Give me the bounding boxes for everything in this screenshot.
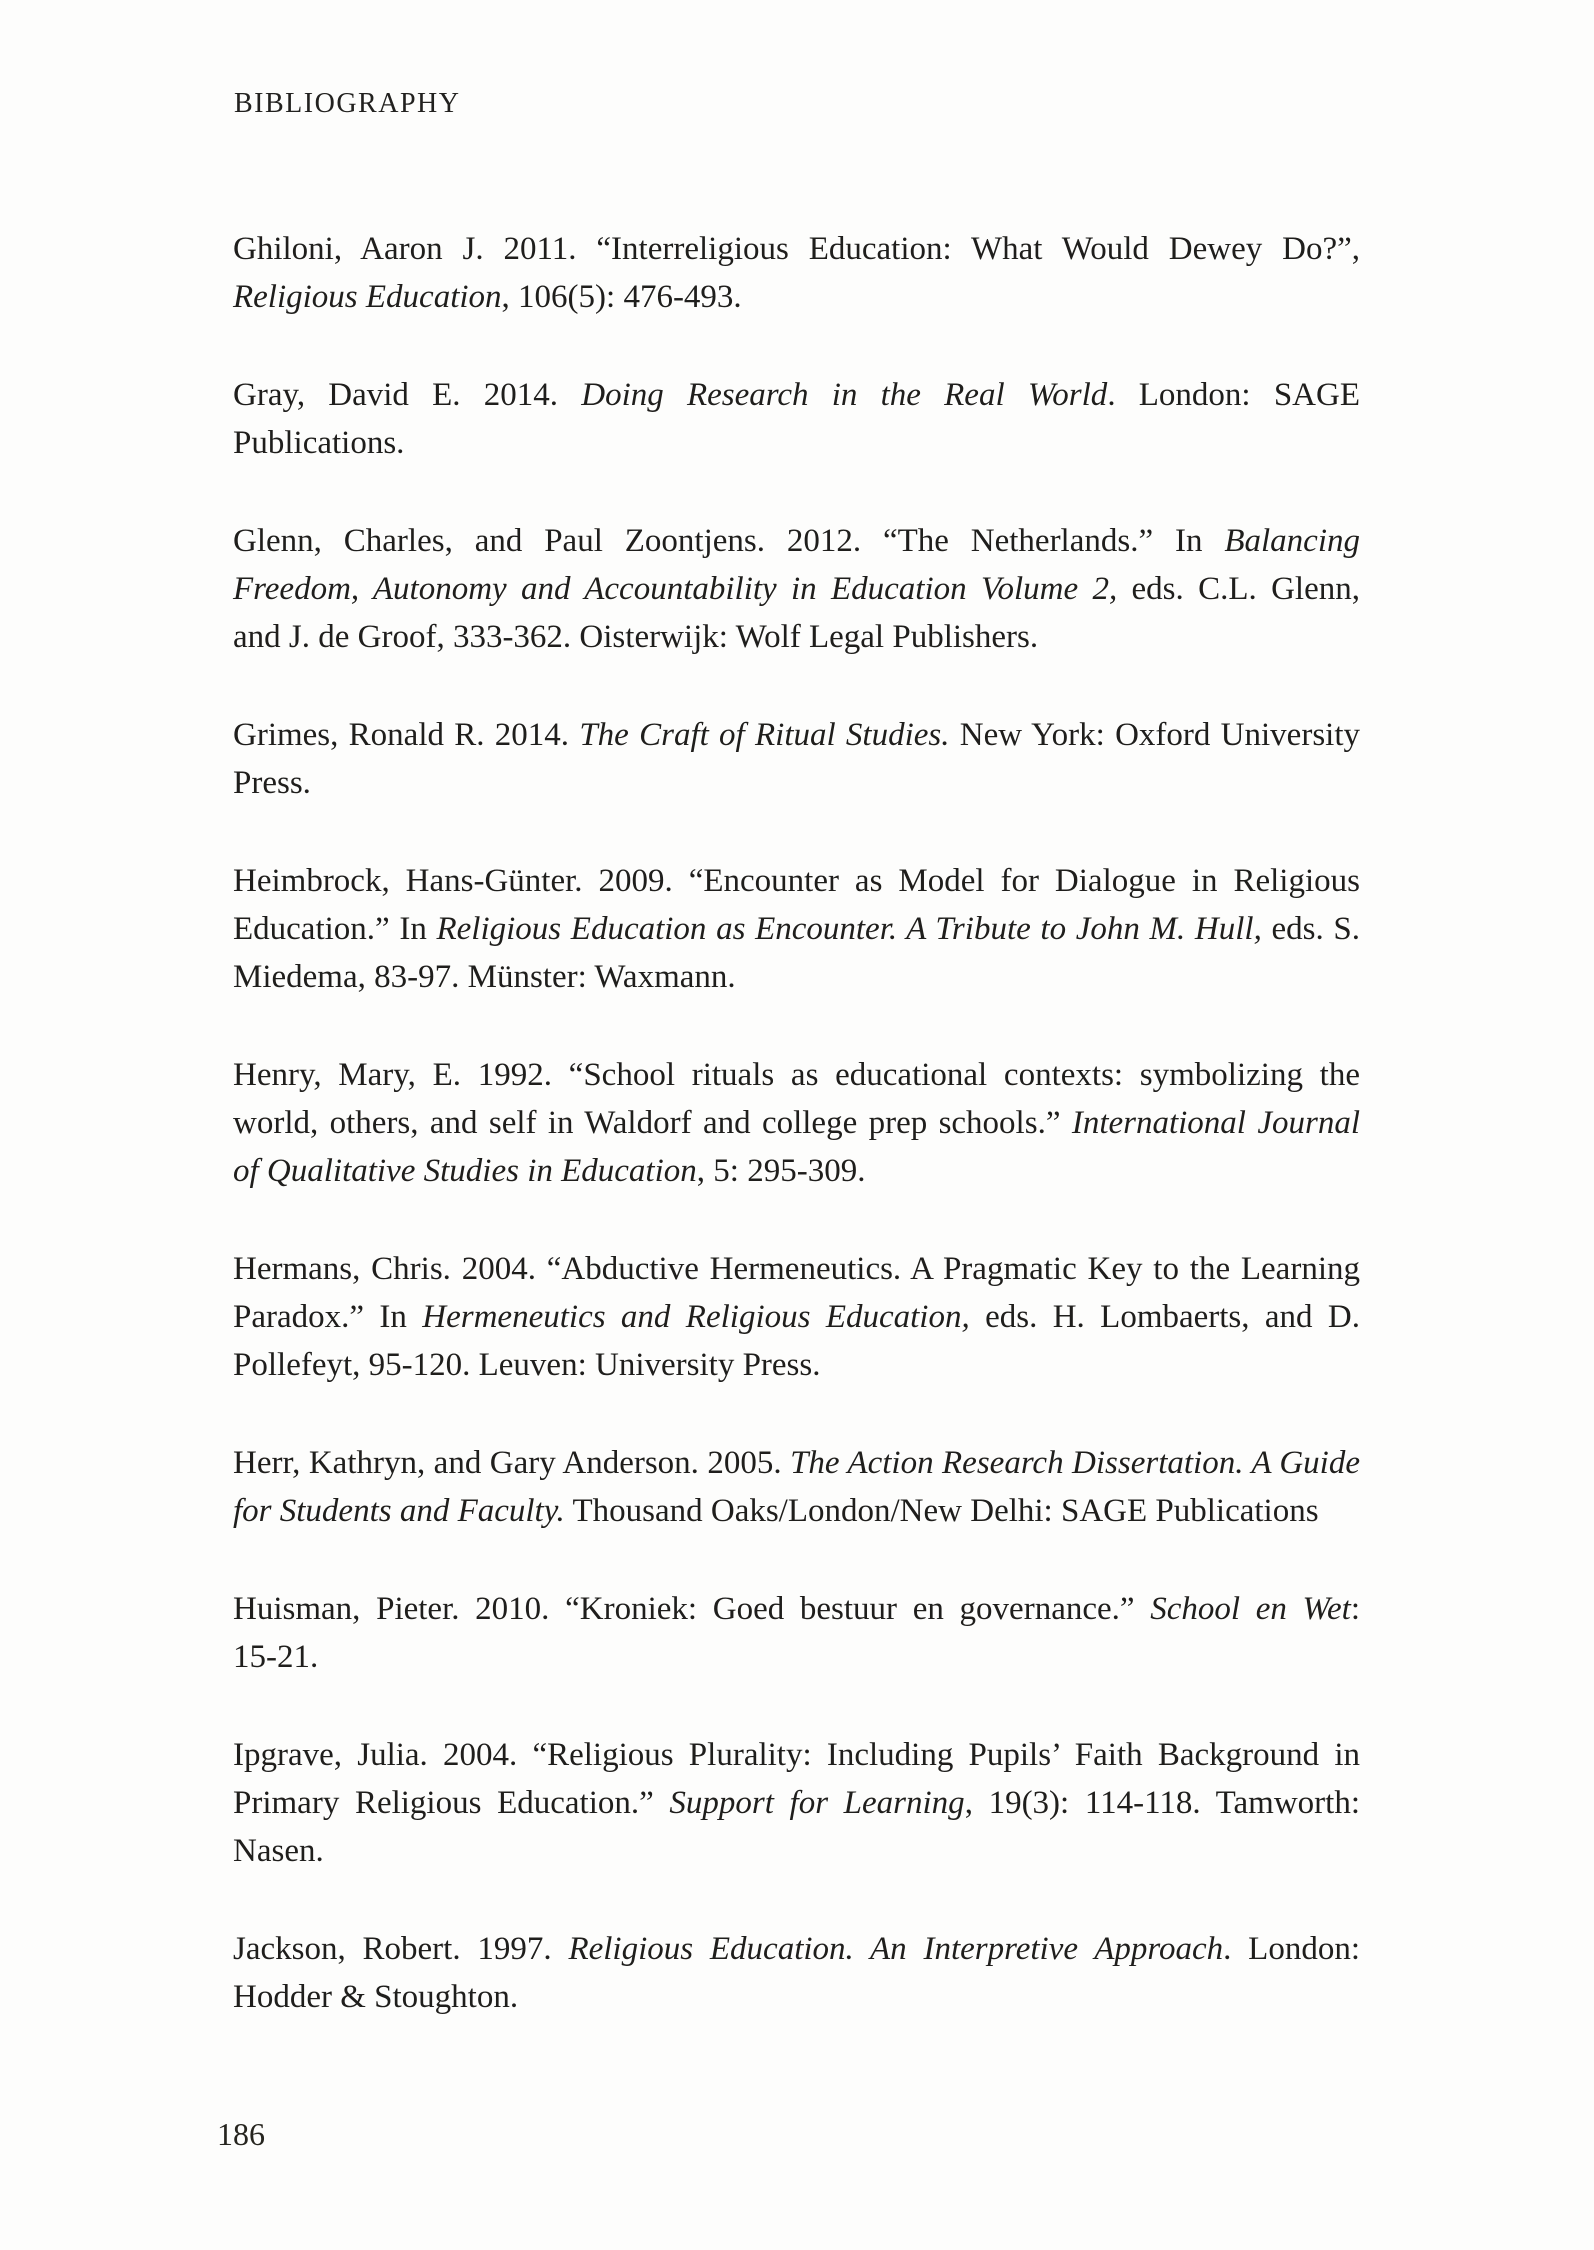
entry-line bbox=[233, 1341, 1360, 1389]
entry-line bbox=[233, 1147, 1360, 1195]
bibliography-entry bbox=[233, 1245, 1360, 1389]
text-segment: Gray, David E. 2014. bbox=[233, 377, 582, 413]
entry-line bbox=[233, 1731, 1360, 1779]
italic-text-segment: Religious Education as Encounter. A Tribute to John M. Hull, bbox=[436, 911, 1262, 947]
bibliography-entry bbox=[233, 225, 1360, 321]
text-segment: eds. S. bbox=[1261, 911, 1360, 947]
bibliography-entry bbox=[233, 1439, 1360, 1535]
text-segment: New York: Oxford University bbox=[949, 717, 1360, 753]
bibliography-entry bbox=[233, 711, 1360, 807]
text-segment: , 5: 295-309. bbox=[696, 1153, 866, 1189]
entry-line bbox=[233, 1293, 1360, 1341]
entry-line bbox=[233, 1439, 1360, 1487]
text-segment: . London: bbox=[1223, 1931, 1360, 1967]
text-segment: , 19(3): 114-118. Tamworth: bbox=[964, 1785, 1360, 1821]
entry-line bbox=[233, 1633, 1360, 1681]
italic-text-segment: for Students and Faculty. bbox=[233, 1493, 565, 1529]
italic-text-segment: Hermeneutics and Religious Education, bbox=[422, 1299, 970, 1335]
entry-line bbox=[233, 857, 1360, 905]
text-segment: Nasen. bbox=[233, 1833, 324, 1869]
text-segment: eds. H. Lombaerts, and D. bbox=[969, 1299, 1360, 1335]
entry-line bbox=[233, 1585, 1360, 1633]
entry-line bbox=[233, 711, 1360, 759]
italic-text-segment: Religious Education. An Interpretive Approach bbox=[568, 1931, 1224, 1967]
text-segment: Herr, Kathryn, and Gary Anderson. 2005. bbox=[233, 1445, 791, 1481]
italic-text-segment: International Journal bbox=[1071, 1105, 1360, 1141]
bibliography-entries bbox=[233, 225, 1360, 2071]
text-segment: Primary Religious Education.” bbox=[233, 1785, 670, 1821]
italic-text-segment: Support for Learning bbox=[669, 1785, 965, 1821]
bibliography-entry bbox=[233, 1731, 1360, 1875]
text-segment: 15-21. bbox=[233, 1639, 319, 1675]
italic-text-segment: School en Wet bbox=[1150, 1591, 1351, 1627]
entry-line bbox=[233, 759, 1360, 807]
entry-line bbox=[233, 1099, 1360, 1147]
text-segment: world, others, and self in Waldorf and college prep schools.” bbox=[233, 1105, 1072, 1141]
text-segment: Miedema, 83-97. Münster: Waxmann. bbox=[233, 959, 736, 995]
entry-line bbox=[233, 1827, 1360, 1875]
bibliography-entry bbox=[233, 857, 1360, 1001]
bibliography-entry bbox=[233, 1051, 1360, 1195]
page-number: 186 bbox=[217, 2116, 265, 2152]
italic-text-segment: Freedom, Autonomy and Accountability in Education Volume 2, bbox=[233, 571, 1118, 607]
text-segment: Ipgrave, Julia. 2004. “Religious Plurality: Including Pupils’ Faith Background in bbox=[233, 1737, 1360, 1773]
entry-line bbox=[233, 1487, 1360, 1535]
bibliography-entry bbox=[233, 517, 1360, 661]
italic-text-segment: The Action Research Dissertation. A Guide bbox=[790, 1445, 1360, 1481]
text-segment: and J. de Groof, 333-362. Oisterwijk: Wolf Legal Publishers. bbox=[233, 619, 1039, 655]
entry-line bbox=[233, 225, 1360, 273]
entry-line bbox=[233, 1973, 1360, 2021]
bibliography-entry bbox=[233, 371, 1360, 467]
italic-text-segment: The Craft of Ritual Studies. bbox=[579, 717, 950, 753]
text-segment: Paradox.” In bbox=[233, 1299, 423, 1335]
entry-line bbox=[233, 371, 1360, 467]
entry-line bbox=[233, 517, 1360, 565]
entry-line bbox=[233, 273, 1360, 321]
entry-line bbox=[233, 905, 1360, 953]
text-segment: eds. C.L. Glenn, bbox=[1117, 571, 1360, 607]
running-head: BIBLIOGRAPHY bbox=[234, 88, 461, 119]
text-segment: Hodder & Stoughton. bbox=[233, 1979, 519, 2015]
text-segment: Glenn, Charles, and Paul Zoontjens. 2012. “The Netherlands.” In bbox=[233, 523, 1225, 559]
text-segment: Press. bbox=[233, 765, 311, 801]
text-segment: . London: SAGE Publications. bbox=[233, 377, 1360, 461]
entry-line bbox=[233, 1051, 1360, 1099]
italic-text-segment: Doing Research in the Real World bbox=[581, 377, 1108, 413]
text-segment: Jackson, Robert. 1997. bbox=[233, 1931, 569, 1967]
entry-line bbox=[233, 1245, 1360, 1293]
entry-line bbox=[233, 613, 1360, 661]
entry-line bbox=[233, 953, 1360, 1001]
text-segment: Thousand Oaks/London/New Delhi: SAGE Publications bbox=[564, 1493, 1319, 1529]
italic-text-segment: of Qualitative Studies in Education bbox=[233, 1153, 697, 1189]
bibliography-entry bbox=[233, 1585, 1360, 1681]
bibliography-entry bbox=[233, 1925, 1360, 2021]
text-segment: Huisman, Pieter. 2010. “Kroniek: Goed bestuur en governance.” bbox=[233, 1591, 1151, 1627]
text-segment: Pollefeyt, 95-120. Leuven: University Press. bbox=[233, 1347, 821, 1383]
italic-text-segment: Religious Education bbox=[233, 279, 502, 315]
entry-line bbox=[233, 565, 1360, 613]
text-segment: Heimbrock, Hans-Günter. 2009. “Encounter as Model for Dialogue in Religious bbox=[233, 863, 1360, 899]
text-segment: Henry, Mary, E. 1992. “School rituals as educational contexts: symbolizing the bbox=[233, 1057, 1360, 1093]
entry-line bbox=[233, 1925, 1360, 1973]
text-segment: , 106(5): 476-493. bbox=[501, 279, 742, 315]
text-segment: Hermans, Chris. 2004. “Abductive Hermeneutics. A Pragmatic Key to the Learning bbox=[233, 1251, 1360, 1287]
text-segment: Grimes, Ronald R. 2014. bbox=[233, 717, 580, 753]
text-segment: : bbox=[1350, 1591, 1360, 1627]
italic-text-segment: Balancing bbox=[1224, 523, 1360, 559]
text-segment: Ghiloni, Aaron J. 2011. “Interreligious Education: What Would Dewey Do?”, bbox=[233, 231, 1360, 267]
entry-line bbox=[233, 1779, 1360, 1827]
text-segment: Education.” In bbox=[233, 911, 437, 947]
